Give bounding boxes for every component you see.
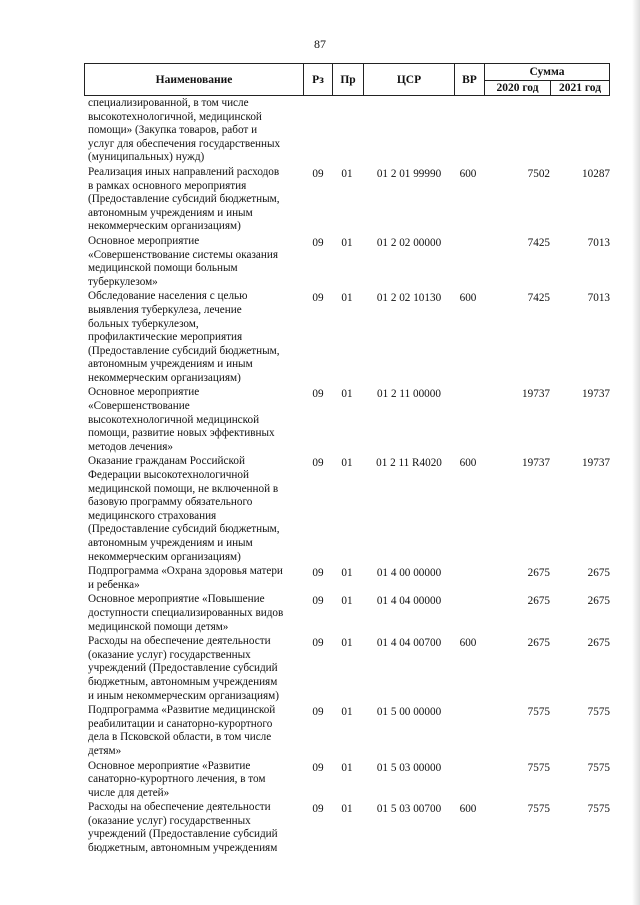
row-csr: 01 4 04 00000 [376, 595, 442, 608]
row-csr: 01 2 11 00000 [377, 388, 441, 401]
row-csr: 01 2 01 99990 [376, 167, 442, 180]
table-row [84, 290, 610, 385]
table-row [84, 455, 610, 564]
row-name: Основное мероприятие «Совершенствование системы оказания медицинской помощи больным туберкулезом» [88, 234, 278, 288]
row-name: Обследование населения с целью выявления туберкулеза, лечение больных туберкулезом, профилактические мероприятия (Предоставление субсидий бюджетным, автономным учреждениям и иным некоммерческим организациям) [88, 290, 280, 384]
header-rz: Рз [303, 63, 333, 96]
row-csr: 01 2 02 00000 [376, 236, 442, 249]
row-rz: 09 [312, 637, 324, 650]
table-row [84, 704, 610, 758]
row-name: Основное мероприятие «Совершенствование высокотехнологичной медицинской помощи, развитие новых эффективных методов лечения» [88, 386, 275, 453]
table-row [84, 565, 610, 592]
row-sum-2020: 7575 [527, 706, 550, 719]
table-row [84, 593, 610, 634]
page-edge-shadow [632, 0, 640, 905]
row-vr: 600 [459, 167, 477, 180]
row-sum-2021: 2675 [587, 637, 610, 650]
table-row [84, 635, 610, 703]
row-pr: 01 [341, 292, 353, 305]
table-row [84, 97, 610, 165]
row-pr: 01 [341, 457, 353, 470]
row-sum-2020: 2675 [527, 637, 550, 650]
row-name: Расходы на обеспечение деятельности (оказание услуг) государственных учреждений (Предоставление субсидий бюджетным, автономным учреждениям и иным некоммерческим организациям) [88, 635, 279, 702]
row-sum-2021: 7575 [587, 761, 610, 774]
row-name: Основное мероприятие «Развитие санаторно-курортного лечения, в том числе для детей» [88, 759, 266, 799]
row-pr: 01 [341, 595, 353, 608]
table-row [84, 235, 610, 289]
header-name: Наименование [84, 63, 304, 96]
row-csr: 01 5 03 00000 [376, 761, 442, 774]
row-name: Реализация иных направлений расходов в рамках основного мероприятия (Предоставление субсидий бюджетным, автономным учреждениям и иным некоммерческим организациям) [88, 165, 280, 233]
row-rz: 09 [312, 567, 324, 580]
row-rz: 09 [312, 236, 324, 249]
header-csr: ЦСР [363, 63, 455, 96]
row-pr: 01 [341, 167, 353, 180]
row-csr: 01 4 00 00000 [376, 567, 442, 580]
row-sum-2021: 7575 [587, 803, 610, 816]
table-body [84, 97, 610, 857]
header-vr: ВР [454, 63, 485, 96]
row-sum-2020: 7575 [527, 761, 550, 774]
row-sum-2020: 19737 [522, 457, 550, 470]
row-pr: 01 [341, 637, 353, 650]
row-sum-2020: 7575 [527, 803, 550, 816]
row-name: Подпрограмма «Развитие медицинской реабилитации и санаторно-курортного дела в Псковской области, в том числе детям» [88, 704, 276, 757]
row-rz: 09 [312, 595, 324, 608]
row-rz: 09 [312, 292, 324, 305]
row-sum-2021: 2675 [587, 595, 610, 608]
row-sum-2021: 19737 [582, 457, 610, 470]
row-name: Оказание гражданам Российской Федерации высокотехнологичной медицинской помощи, не включенной в базовую программу обязательного медицинского страхования (Предоставление субсидий бюджетным, автономным учреждениям и иным некоммерческим организациям) [88, 455, 280, 563]
row-pr: 01 [341, 388, 353, 401]
row-sum-2021: 2675 [587, 567, 610, 580]
table-row [84, 760, 610, 801]
header-2021: 2021 год [550, 80, 610, 96]
row-sum-2020: 7502 [527, 167, 550, 180]
row-rz: 09 [312, 457, 324, 470]
row-sum-2021: 10287 [582, 167, 610, 180]
row-sum-2020: 2675 [527, 595, 550, 608]
header-sum: Сумма [484, 63, 610, 81]
row-sum-2021: 7013 [587, 236, 610, 249]
row-name: Подпрограмма «Охрана здоровья матери и ребенка» [88, 565, 283, 591]
row-rz: 09 [312, 167, 324, 180]
row-rz: 09 [312, 761, 324, 774]
row-pr: 01 [341, 236, 353, 249]
row-name: специализированной, в том числе высокотехнологичной, медицинской помощи» (Закупка товаров, работ и услуг для обеспечения государственных (муниципальных) нужд) [88, 97, 281, 164]
row-pr: 01 [341, 803, 353, 816]
row-pr: 01 [341, 567, 353, 580]
row-name: Основное мероприятие «Повышение доступности специализированных видов медицинской помощи детям» [88, 593, 284, 633]
row-rz: 09 [312, 706, 324, 719]
row-vr: 600 [459, 292, 477, 305]
row-sum-2020: 19737 [522, 388, 550, 401]
row-csr: 01 2 02 10130 [376, 292, 442, 305]
table-row [84, 166, 610, 234]
row-sum-2021: 7013 [587, 292, 610, 305]
row-vr: 600 [459, 637, 477, 650]
row-csr: 01 2 11 R4020 [376, 457, 442, 470]
row-csr: 01 4 04 00700 [376, 637, 442, 650]
page-number: 87 [314, 37, 326, 51]
row-sum-2021: 7575 [587, 706, 610, 719]
table-row [84, 801, 610, 855]
row-sum-2020: 7425 [527, 236, 550, 249]
row-rz: 09 [312, 388, 324, 401]
row-sum-2021: 19737 [582, 388, 610, 401]
row-pr: 01 [341, 706, 353, 719]
header-pr: Пр [332, 63, 364, 96]
table-header [84, 63, 610, 96]
row-vr: 600 [459, 457, 477, 470]
row-sum-2020: 2675 [527, 567, 550, 580]
table-row [84, 386, 610, 454]
row-rz: 09 [312, 803, 324, 816]
row-csr: 01 5 00 00000 [376, 706, 442, 719]
row-pr: 01 [341, 761, 353, 774]
row-vr: 600 [459, 803, 477, 816]
row-sum-2020: 7425 [527, 292, 550, 305]
header-2020: 2020 год [484, 80, 551, 96]
row-name: Расходы на обеспечение деятельности (оказание услуг) государственных учреждений (Предоставление субсидий бюджетным, автономным учреждениям [88, 801, 278, 855]
row-csr: 01 5 03 00700 [376, 803, 442, 816]
